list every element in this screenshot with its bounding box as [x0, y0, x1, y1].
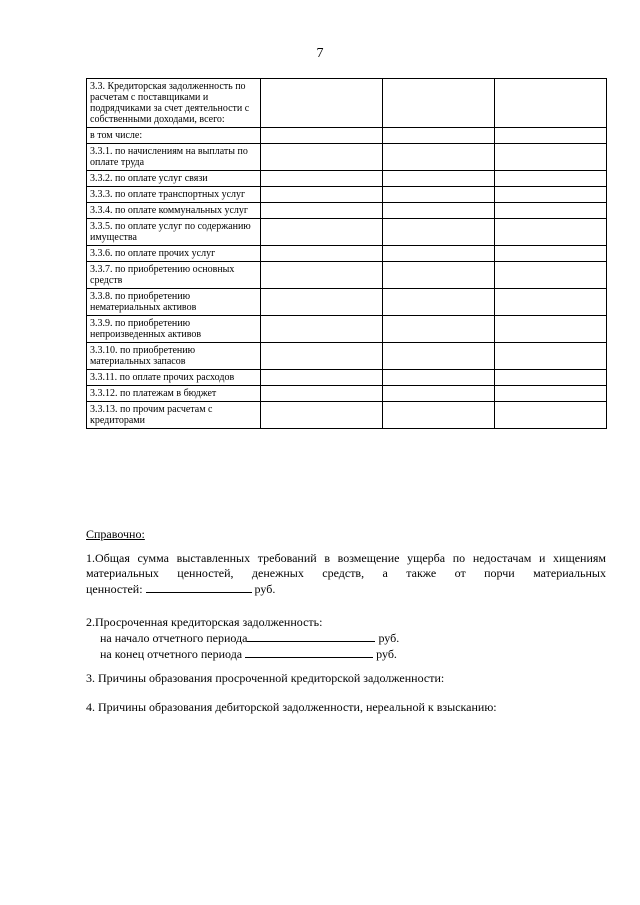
value-cell-1: [261, 316, 383, 343]
row-label: 3.3.8. по приобретению нематериальных активов: [87, 289, 261, 316]
table-row: [87, 262, 607, 289]
note-4: 4. Причины образования дебиторской задолженности, нереальной к взысканию:: [86, 700, 497, 714]
note-1-prefix: ценностей:: [86, 582, 143, 596]
notes-heading: [86, 527, 606, 542]
table-row: [87, 316, 607, 343]
row-label: 3.3.12. по платежам в бюджет: [87, 386, 261, 402]
value-cell-2: [383, 203, 495, 219]
note-1: [86, 551, 606, 597]
value-cell-1: [261, 219, 383, 246]
value-cell-3: [495, 128, 607, 144]
row-label: 3.3.5. по оплате услуг по содержанию имущества: [87, 219, 261, 246]
row-label: 3.3.7. по приобретению основных средств: [87, 262, 261, 289]
note-1-blank-line: [146, 581, 252, 593]
note-2-start-row: [86, 630, 606, 646]
note-2-start-blank: [247, 630, 375, 642]
value-cell-1: [261, 402, 383, 429]
reference-heading: Справочно:: [86, 527, 145, 541]
note-2-start-label: на начало отчетного периода: [100, 631, 248, 645]
value-cell-2: [383, 262, 495, 289]
table-row: [87, 187, 607, 203]
value-cell-1: [261, 79, 383, 128]
value-cell-3: [495, 370, 607, 386]
value-cell-2: [383, 144, 495, 171]
table-row: [87, 79, 607, 128]
value-cell-2: [383, 289, 495, 316]
value-cell-1: [261, 289, 383, 316]
note-1-line-3: [86, 581, 606, 597]
row-label: 3.3.4. по оплате коммунальных услуг: [87, 203, 261, 219]
table-row: [87, 343, 607, 370]
note-2-end-row: [86, 646, 606, 662]
value-cell-2: [383, 187, 495, 203]
table-row: [87, 128, 607, 144]
value-cell-1: [261, 343, 383, 370]
note-1-line-2: материальных ценностей, денежных средств, а также от порчи материальных: [86, 566, 606, 580]
value-cell-3: [495, 144, 607, 171]
value-cell-2: [383, 79, 495, 128]
row-label: 3.3.6. по оплате прочих услуг: [87, 246, 261, 262]
table-row: [87, 289, 607, 316]
value-cell-1: [261, 370, 383, 386]
row-label: в том числе:: [87, 128, 261, 144]
table-row: [87, 386, 607, 402]
value-cell-3: [495, 316, 607, 343]
row-label: 3.3.13. по прочим расчетам с кредиторами: [87, 402, 261, 429]
value-cell-3: [495, 343, 607, 370]
note-2-end-label: на конец отчетного периода: [100, 647, 243, 661]
table-row: [87, 219, 607, 246]
row-label: 3.3.11. по оплате прочих расходов: [87, 370, 261, 386]
value-cell-3: [495, 203, 607, 219]
value-cell-3: [495, 402, 607, 429]
value-cell-2: [383, 343, 495, 370]
note-2-end-currency: руб.: [376, 647, 397, 661]
value-cell-3: [495, 219, 607, 246]
value-cell-2: [383, 316, 495, 343]
value-cell-3: [495, 262, 607, 289]
table-row: [87, 246, 607, 262]
value-cell-1: [261, 203, 383, 219]
value-cell-1: [261, 171, 383, 187]
value-cell-3: [495, 79, 607, 128]
value-cell-3: [495, 187, 607, 203]
row-label: 3.3. Кредиторская задолженность по расчетам с поставщиками и подрядчиками за счет деятельности с собственными доходами, всего:: [87, 79, 261, 128]
row-label: 3.3.2. по оплате услуг связи: [87, 171, 261, 187]
note-2-end-blank: [245, 646, 373, 658]
note-2-start-currency: руб.: [378, 631, 400, 645]
note-2-title: 2.Просроченная кредиторская задолженность:: [86, 615, 323, 629]
value-cell-2: [383, 370, 495, 386]
row-label: 3.3.3. по оплате транспортных услуг: [87, 187, 261, 203]
value-cell-2: [383, 171, 495, 187]
value-cell-1: [261, 187, 383, 203]
value-cell-1: [261, 262, 383, 289]
note-1-line-1: 1.Общая сумма выставленных требований в возмещение ущерба по недостачам и хищениям: [86, 551, 606, 565]
value-cell-3: [495, 289, 607, 316]
value-cell-2: [383, 219, 495, 246]
value-cell-1: [261, 386, 383, 402]
row-label: 3.3.9. по приобретению непроизведенных активов: [87, 316, 261, 343]
page-number: 7: [316, 46, 324, 61]
row-label: 3.3.10. по приобретению материальных запасов: [87, 343, 261, 370]
value-cell-2: [383, 128, 495, 144]
table-row: [87, 144, 607, 171]
value-cell-1: [261, 246, 383, 262]
value-cell-2: [383, 386, 495, 402]
value-cell-3: [495, 246, 607, 262]
note-3: 3. Причины образования просроченной кредиторской задолженности:: [86, 671, 445, 685]
note-1-currency: руб.: [254, 582, 276, 596]
value-cell-3: [495, 386, 607, 402]
table-row: [87, 370, 607, 386]
note-2: [86, 615, 606, 662]
table-row: [87, 171, 607, 187]
value-cell-1: [261, 144, 383, 171]
accounts-payable-table: [86, 78, 607, 429]
table-row: [87, 402, 607, 429]
table-row: [87, 203, 607, 219]
value-cell-1: [261, 128, 383, 144]
value-cell-3: [495, 171, 607, 187]
row-label: 3.3.1. по начислениям на выплаты по оплате труда: [87, 144, 261, 171]
value-cell-2: [383, 246, 495, 262]
value-cell-2: [383, 402, 495, 429]
